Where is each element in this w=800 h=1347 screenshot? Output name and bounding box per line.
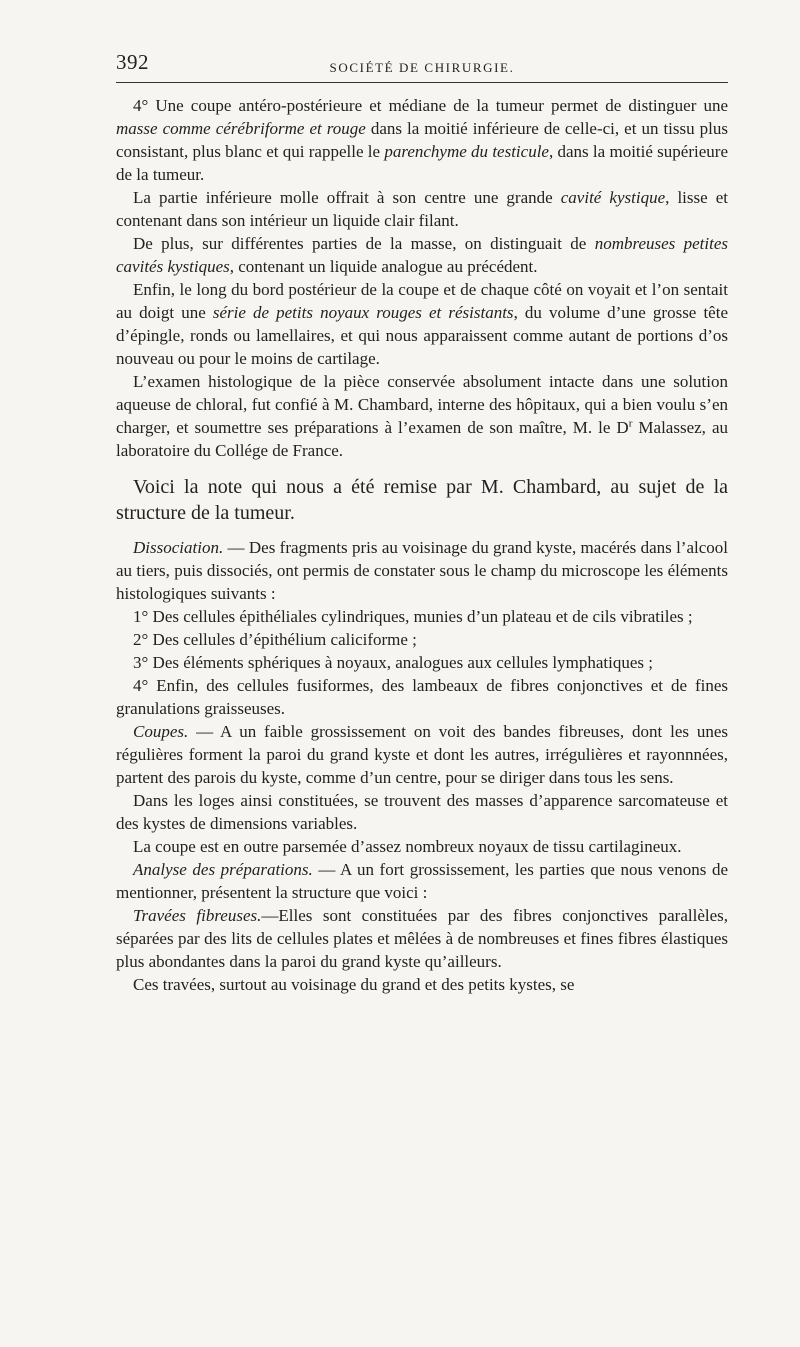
paragraph: [116, 973, 728, 996]
text-segment: 1° Des cellules épithéliales cylindriques, munies d’un plateau et de cils vibratiles ;: [133, 607, 693, 626]
paragraph: [116, 628, 728, 651]
text-segment: , contenant un liquide analogue au précédent.: [229, 257, 538, 276]
text-segment: — Des fragments pris au voisinage du grand kyste, macérés dans l’alcool au tiers, puis dissociés, ont permis de constater sous le champ du microscope les éléments histologiques suivants :: [116, 538, 728, 603]
italic-text: parenchyme du testicule: [384, 142, 549, 161]
paragraph: [116, 720, 728, 789]
paragraph: [116, 674, 728, 720]
paragraph: [116, 904, 728, 973]
italic-text: cavité kystique: [560, 188, 666, 207]
italic-text: Dissociation.: [133, 538, 224, 557]
italic-text: Analyse des préparations.: [133, 860, 313, 879]
text-segment: L’examen histologique de la pièce conservée absolument intacte dans une solution aqueuse de chloral, fut confié à M. Chambard, interne des hôpitaux, qui a bien voulu s’en charger, et soumettre ses préparations à l’examen de son maître, M. le D: [116, 372, 728, 437]
paragraph: [116, 651, 728, 674]
paragraph: [116, 789, 728, 835]
page-number: 392: [116, 50, 149, 74]
text-segment: Enfin, le long du bord postérieur de la coupe et de chaque côté on voyait et l’on sentait au doigt une: [116, 280, 728, 322]
paragraph: [116, 858, 728, 904]
paragraph: [116, 94, 728, 186]
italic-text: Coupes.: [133, 722, 189, 741]
paragraph: [116, 474, 728, 526]
text-segment: — A un faible grossissement on voit des bandes fibreuses, dont les unes régulières forment la paroi du grand kyste et dont les autres, irrégulières et rayonnnées, partent des parois du kyste, comme d’un centre, pour se diriger dans tous les sens.: [116, 722, 728, 787]
paragraph: [116, 232, 728, 278]
paragraph: [116, 370, 728, 462]
text-segment: Ces travées, surtout au voisinage du grand et des petits kystes, se: [133, 975, 575, 994]
text-segment: De plus, sur différentes parties de la masse, on distinguait de: [133, 234, 595, 253]
italic-text: masse comme cérébriforme et rouge: [116, 119, 366, 138]
text-segment: La partie inférieure molle offrait à son centre une grande: [133, 188, 561, 207]
header-rule: [116, 82, 728, 83]
paragraph: [116, 605, 728, 628]
page-header: [116, 50, 728, 84]
text-segment: 2° Des cellules d’épithélium caliciforme ;: [133, 630, 417, 649]
text-segment: , du volume d’une grosse tête d’épingle, ronds ou lamellaires, et qui nous apparaissent comme autant de portions d’os nouveau ou pour le moins de cartilage.: [116, 303, 728, 368]
text-segment: —Elles sont constituées par des fibres conjonctives parallèles, séparées par des lits de cellules plates et mêlées à de nombreuses et fines fibres élastiques plus abondantes dans la paroi du grand kyste qu’ailleurs.: [116, 906, 728, 971]
text-segment: 3° Des éléments sphériques à noyaux, analogues aux cellules lymphatiques ;: [133, 653, 653, 672]
text-segment: 4° Enfin, des cellules fusiformes, des lambeaux de fibres conjonctives et de fines granulations graisseuses.: [116, 676, 728, 718]
text-segment: Dans les loges ainsi constituées, se trouvent des masses d’apparence sarcomateuse et des kystes de dimensions variables.: [116, 791, 728, 833]
paragraph: [116, 835, 728, 858]
italic-text: série de petits noyaux rouges et résistants: [212, 303, 514, 322]
text-segment: Voici la note qui nous a été remise par M. Chambard, au sujet de la structure de la tumeur.: [116, 476, 728, 524]
paragraph: [116, 536, 728, 605]
text-segment: dans la moitié inférieure de celle-ci, et un tissu plus consistant, plus blanc et qui rappelle le: [116, 119, 728, 161]
paragraph: [116, 278, 728, 370]
body-text: [116, 94, 728, 996]
text-segment: Malassez, au laboratoire du Collége de France.: [116, 418, 728, 460]
superscript-text: r: [628, 417, 633, 430]
text-segment: 4° Une coupe antéro-postérieure et médiane de la tumeur permet de distinguer une: [133, 96, 728, 115]
paragraph: [116, 186, 728, 232]
text-segment: La coupe est en outre parsemée d’assez nombreux noyaux de tissu cartilagineux.: [133, 837, 682, 856]
text-segment: — A un fort grossissement, les parties que nous venons de mentionner, présentent la structure que voici :: [116, 860, 728, 902]
italic-text: Travées fibreuses.: [133, 906, 262, 925]
text-segment: , dans la moitié supérieure de la tumeur.: [116, 142, 728, 184]
italic-text: nombreuses petites cavités kystiques: [116, 234, 728, 276]
text-segment: , lisse et contenant dans son intérieur un liquide clair filant.: [116, 188, 729, 230]
running-head: SOCIÉTÉ DE CHIRURGIE.: [329, 60, 515, 75]
